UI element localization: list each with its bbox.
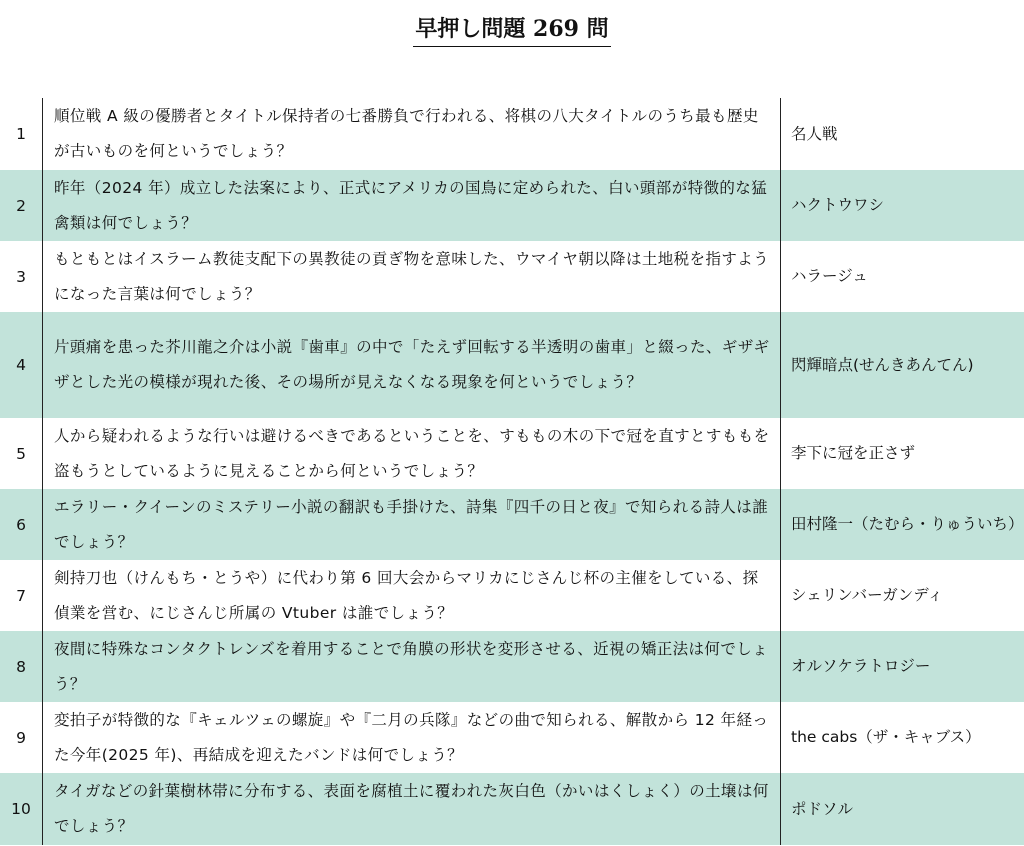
answer-text: 閃輝暗点(せんきあんてん) [781,312,1024,418]
table-row [0,560,1024,631]
table-row [0,418,1024,489]
page-title-wrap [0,12,1024,47]
question-text: 剣持刀也（けんもち・とうや）に代わり第 6 回大会からマリカにじさんじ杯の主催をしている、探偵業を営む、にじさんじ所属の Vtuber は誰でしょう？ [43,560,781,631]
question-number: 8 [0,631,43,702]
answer-text: シェリンバーガンディ [791,586,944,604]
question-number: 4 [0,312,43,418]
question-text: 夜間に特殊なコンタクトレンズを着用することで角膜の形状を変形させる、近視の矯正法は何でしょう？ [43,631,781,702]
question-number: 5 [0,418,43,489]
question-text: もともとはイスラーム教徒支配下の異教徒の貢ぎ物を意味した、ウマイヤ朝以降は土地税を指すようになった言葉は何でしょう？ [43,241,781,312]
table-row [0,98,1024,170]
answer-text: 田村隆一（たむら・りゅういち） [781,489,1024,560]
table-row [0,312,1024,418]
question-number: 2 [0,170,43,241]
question-text: 変拍子が特徴的な『キェルツェの螺旋』や『二月の兵隊』などの曲で知られる、解散から 12 年経った今年(2025 年)、再結成を迎えたバンドは何でしょう？ [43,702,781,773]
table-row [0,241,1024,312]
page-title: 早押し問題 269 問 [413,12,610,47]
question-number: 1 [0,98,43,170]
answer-text: ハラージュ [791,267,868,285]
question-table [0,98,1024,845]
question-text: 人から疑われるような行いは避けるべきであるということを、すももの木の下で冠を直すとすももを盗もうとしているように見えることから何というでしょう？ [43,418,781,489]
question-text: タイガなどの針葉樹林帯に分布する、表面を腐植土に覆われた灰白色（かいはくしょく）の土壌は何でしょう？ [43,773,781,845]
answer-text: the cabs（ザ・キャブス） [791,728,981,746]
table-row [0,170,1024,241]
answer-text: ポドソル [781,773,1024,845]
answer-text: 名人戦 [791,124,838,143]
question-text: エラリー・クイーンのミステリー小説の翻訳も手掛けた、詩集『四千の日と夜』で知られる詩人は誰でしょう？ [43,489,781,560]
question-number: 7 [0,560,43,631]
table-row [0,489,1024,560]
table-row [0,702,1024,773]
question-text: 片頭痛を患った芥川龍之介は小説『歯車』の中で「たえず回転する半透明の歯車」と綴った、ギザギザとした光の模様が現れた後、その場所が見えなくなる現象を何というでしょう？ [43,312,781,418]
question-text: 順位戦 A 級の優勝者とタイトル保持者の七番勝負で行われる、将棋の八大タイトルのうち最も歴史が古いものを何というでしょう？ [43,98,781,170]
answer-text: 李下に冠を正さず [791,444,916,462]
question-number: 10 [0,773,43,845]
answer-text: ハクトウワシ [781,170,1024,241]
question-number: 3 [0,241,43,312]
question-number: 6 [0,489,43,560]
question-number: 9 [0,702,43,773]
answer-text: オルソケラトロジー [781,631,1024,702]
table-row [0,631,1024,702]
table-row [0,773,1024,845]
question-text: 昨年（2024 年）成立した法案により、正式にアメリカの国鳥に定められた、白い頭部が特徴的な猛禽類は何でしょう？ [43,170,781,241]
